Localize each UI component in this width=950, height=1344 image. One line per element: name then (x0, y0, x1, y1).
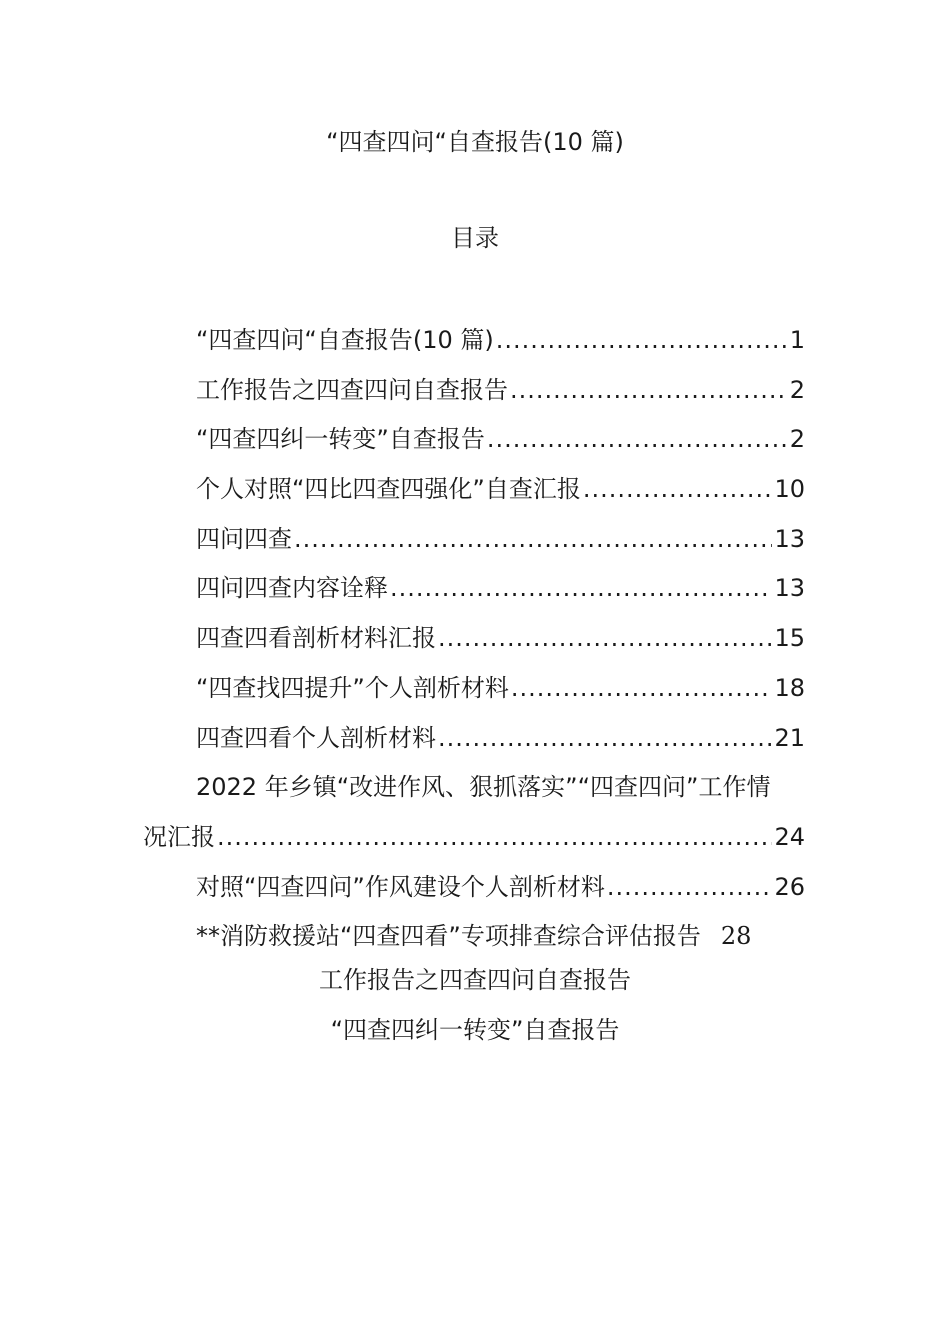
toc-heading: 目录 (451, 224, 499, 252)
document-title: “四查四问“自查报告(10 篇) (326, 128, 624, 156)
toc-entry-title: 2022 年乡镇“改进作风、狠抓落实”“四查四问”工作情 (196, 773, 771, 802)
toc-entry-last[interactable] (143, 918, 805, 962)
toc-entry[interactable] (143, 471, 805, 521)
toc-page-number: 21 (774, 723, 805, 752)
toc-entry-title: “四查找四提升”个人剖析材料 (196, 673, 509, 702)
toc-page-number: 13 (774, 574, 805, 603)
toc-entry-title: “四查四纠一转变”自查报告 (196, 425, 485, 454)
toc-entry[interactable] (143, 421, 805, 471)
toc-leader-dots (583, 471, 773, 507)
toc-leader-dots (390, 570, 772, 606)
toc-leader-dots (496, 322, 788, 358)
toc-leader-dots (438, 720, 772, 756)
toc-page-number: 2 (789, 425, 805, 454)
toc-entry-title: **消防救援站“四查四看”专项排查综合评估报告 (196, 922, 701, 951)
toc-entry-title: “四查四问“自查报告(10 篇) (196, 326, 494, 354)
toc-entry-title: 四问四查内容诠释 (196, 574, 388, 603)
toc-entry-title: 四查四看剖析材料汇报 (196, 624, 436, 653)
toc-entry[interactable] (143, 720, 805, 770)
toc-entry[interactable] (143, 372, 805, 422)
toc-entry-title: 四问四查 (196, 524, 292, 553)
toc-page-number: 24 (774, 822, 805, 851)
toc-entry-wrapped-line1[interactable] (143, 769, 805, 819)
toc-entry-title: 对照“四查四问”作风建设个人剖析材料 (196, 872, 605, 901)
section-heading: “四查四纠一转变”自查报告 (330, 1016, 620, 1044)
toc-page-number: 10 (774, 475, 805, 504)
toc-page-number: 2 (789, 375, 805, 404)
toc-leader-dots (438, 620, 772, 656)
toc-page-number: 13 (774, 524, 805, 553)
toc-page-number: 28 (720, 922, 752, 951)
toc-entry[interactable] (143, 570, 805, 620)
toc-entry[interactable] (143, 620, 805, 670)
toc-leader-dots (294, 521, 772, 557)
toc-leader-dots (607, 869, 773, 905)
toc-leader-dots (511, 670, 773, 706)
toc-entry-title: 工作报告之四查四问自查报告 (196, 375, 508, 404)
table-of-contents (143, 322, 805, 962)
toc-page-number: 26 (774, 872, 805, 901)
toc-entry[interactable] (143, 869, 805, 919)
toc-entry-title: 四查四看个人剖析材料 (196, 723, 436, 752)
toc-entry[interactable] (143, 322, 805, 372)
toc-page-number: 1 (789, 326, 805, 354)
toc-entry-title-continued: 况汇报 (143, 822, 215, 851)
toc-entry-wrapped-line2[interactable] (143, 819, 805, 869)
toc-page-number: 15 (774, 624, 805, 653)
toc-entry[interactable] (143, 670, 805, 720)
toc-page-number: 18 (774, 673, 805, 702)
toc-leader-dots (510, 372, 788, 408)
toc-entry-title: 个人对照“四比四查四强化”自查汇报 (196, 475, 581, 504)
section-heading: 工作报告之四查四问自查报告 (319, 966, 631, 994)
toc-leader-dots (217, 819, 772, 855)
toc-leader-dots (487, 421, 788, 457)
toc-entry[interactable] (143, 521, 805, 571)
